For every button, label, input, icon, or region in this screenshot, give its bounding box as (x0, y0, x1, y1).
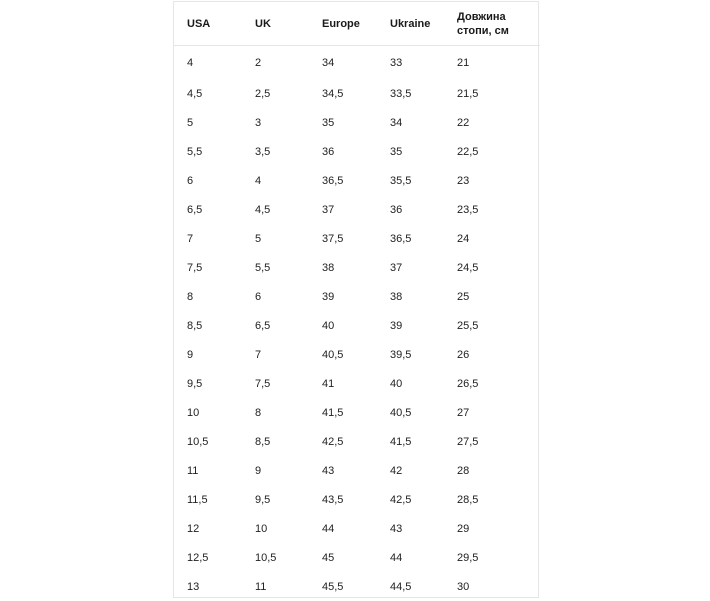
table-row (174, 311, 540, 340)
table-row (174, 572, 540, 601)
cell-usa: 11,5 (174, 485, 242, 514)
cell-europe: 45,5 (309, 572, 377, 601)
cell-foot-length: 21,5 (444, 79, 540, 108)
cell-usa: 12 (174, 514, 242, 543)
table-row (174, 340, 540, 369)
cell-foot-length: 25,5 (444, 311, 540, 340)
cell-usa: 13 (174, 572, 242, 601)
cell-ukraine: 34 (377, 108, 444, 137)
cell-ukraine: 35,5 (377, 166, 444, 195)
cell-usa: 10,5 (174, 427, 242, 456)
table-header (174, 2, 540, 46)
table-row (174, 398, 540, 427)
cell-ukraine: 43 (377, 514, 444, 543)
cell-uk: 4 (242, 166, 309, 195)
table-row (174, 514, 540, 543)
size-chart-table (174, 2, 540, 601)
cell-uk: 7 (242, 340, 309, 369)
table-row (174, 427, 540, 456)
cell-usa: 5 (174, 108, 242, 137)
cell-usa: 7,5 (174, 253, 242, 282)
cell-ukraine: 40 (377, 369, 444, 398)
header-europe: Europe (309, 2, 377, 46)
cell-usa: 5,5 (174, 137, 242, 166)
cell-ukraine: 42 (377, 456, 444, 485)
table-row (174, 224, 540, 253)
cell-foot-length: 27,5 (444, 427, 540, 456)
cell-uk: 6,5 (242, 311, 309, 340)
cell-ukraine: 44 (377, 543, 444, 572)
cell-foot-length: 27 (444, 398, 540, 427)
cell-uk: 2,5 (242, 79, 309, 108)
cell-europe: 43 (309, 456, 377, 485)
header-ukraine: Ukraine (377, 2, 444, 46)
cell-foot-length: 26,5 (444, 369, 540, 398)
table-row (174, 456, 540, 485)
cell-usa: 10 (174, 398, 242, 427)
table-row (174, 369, 540, 398)
cell-usa: 8 (174, 282, 242, 311)
table-row (174, 137, 540, 166)
cell-usa: 11 (174, 456, 242, 485)
cell-foot-length: 30 (444, 572, 540, 601)
cell-uk: 9,5 (242, 485, 309, 514)
header-foot-length: Довжина стопи, см (444, 2, 540, 46)
cell-europe: 36 (309, 137, 377, 166)
cell-usa: 7 (174, 224, 242, 253)
table-row (174, 108, 540, 137)
cell-usa: 4 (174, 46, 242, 80)
table-row (174, 195, 540, 224)
cell-foot-length: 25 (444, 282, 540, 311)
cell-europe: 39 (309, 282, 377, 311)
cell-ukraine: 44,5 (377, 572, 444, 601)
cell-usa: 9,5 (174, 369, 242, 398)
cell-europe: 37 (309, 195, 377, 224)
cell-ukraine: 39,5 (377, 340, 444, 369)
cell-foot-length: 22 (444, 108, 540, 137)
cell-foot-length: 29,5 (444, 543, 540, 572)
cell-ukraine: 36,5 (377, 224, 444, 253)
cell-europe: 45 (309, 543, 377, 572)
cell-uk: 9 (242, 456, 309, 485)
cell-foot-length: 28 (444, 456, 540, 485)
cell-europe: 35 (309, 108, 377, 137)
table-row (174, 46, 540, 80)
cell-ukraine: 41,5 (377, 427, 444, 456)
header-usa: USA (174, 2, 242, 46)
cell-europe: 41,5 (309, 398, 377, 427)
cell-uk: 11 (242, 572, 309, 601)
cell-europe: 38 (309, 253, 377, 282)
cell-uk: 8 (242, 398, 309, 427)
cell-ukraine: 33 (377, 46, 444, 80)
cell-uk: 10,5 (242, 543, 309, 572)
cell-usa: 8,5 (174, 311, 242, 340)
cell-europe: 44 (309, 514, 377, 543)
table-row (174, 253, 540, 282)
cell-foot-length: 23 (444, 166, 540, 195)
cell-europe: 42,5 (309, 427, 377, 456)
cell-uk: 3 (242, 108, 309, 137)
table-row (174, 485, 540, 514)
cell-foot-length: 29 (444, 514, 540, 543)
table-row (174, 79, 540, 108)
cell-ukraine: 42,5 (377, 485, 444, 514)
cell-usa: 12,5 (174, 543, 242, 572)
cell-ukraine: 40,5 (377, 398, 444, 427)
table-row (174, 282, 540, 311)
cell-ukraine: 37 (377, 253, 444, 282)
table-body (174, 46, 540, 601)
cell-europe: 40,5 (309, 340, 377, 369)
cell-ukraine: 39 (377, 311, 444, 340)
cell-europe: 40 (309, 311, 377, 340)
cell-uk: 8,5 (242, 427, 309, 456)
cell-uk: 5 (242, 224, 309, 253)
cell-uk: 3,5 (242, 137, 309, 166)
header-uk: UK (242, 2, 309, 46)
cell-usa: 9 (174, 340, 242, 369)
cell-ukraine: 35 (377, 137, 444, 166)
cell-usa: 6 (174, 166, 242, 195)
cell-foot-length: 23,5 (444, 195, 540, 224)
cell-europe: 36,5 (309, 166, 377, 195)
cell-europe: 41 (309, 369, 377, 398)
cell-uk: 4,5 (242, 195, 309, 224)
cell-foot-length: 22,5 (444, 137, 540, 166)
cell-europe: 34 (309, 46, 377, 80)
header-row (174, 2, 540, 46)
cell-foot-length: 24 (444, 224, 540, 253)
cell-europe: 43,5 (309, 485, 377, 514)
cell-usa: 6,5 (174, 195, 242, 224)
cell-uk: 7,5 (242, 369, 309, 398)
cell-uk: 10 (242, 514, 309, 543)
cell-ukraine: 38 (377, 282, 444, 311)
table-row (174, 543, 540, 572)
size-chart-table-container (173, 1, 539, 598)
cell-europe: 37,5 (309, 224, 377, 253)
table-row (174, 166, 540, 195)
cell-ukraine: 36 (377, 195, 444, 224)
cell-foot-length: 28,5 (444, 485, 540, 514)
cell-uk: 6 (242, 282, 309, 311)
cell-usa: 4,5 (174, 79, 242, 108)
cell-uk: 5,5 (242, 253, 309, 282)
cell-uk: 2 (242, 46, 309, 80)
cell-foot-length: 21 (444, 46, 540, 80)
cell-foot-length: 24,5 (444, 253, 540, 282)
cell-europe: 34,5 (309, 79, 377, 108)
cell-foot-length: 26 (444, 340, 540, 369)
cell-ukraine: 33,5 (377, 79, 444, 108)
